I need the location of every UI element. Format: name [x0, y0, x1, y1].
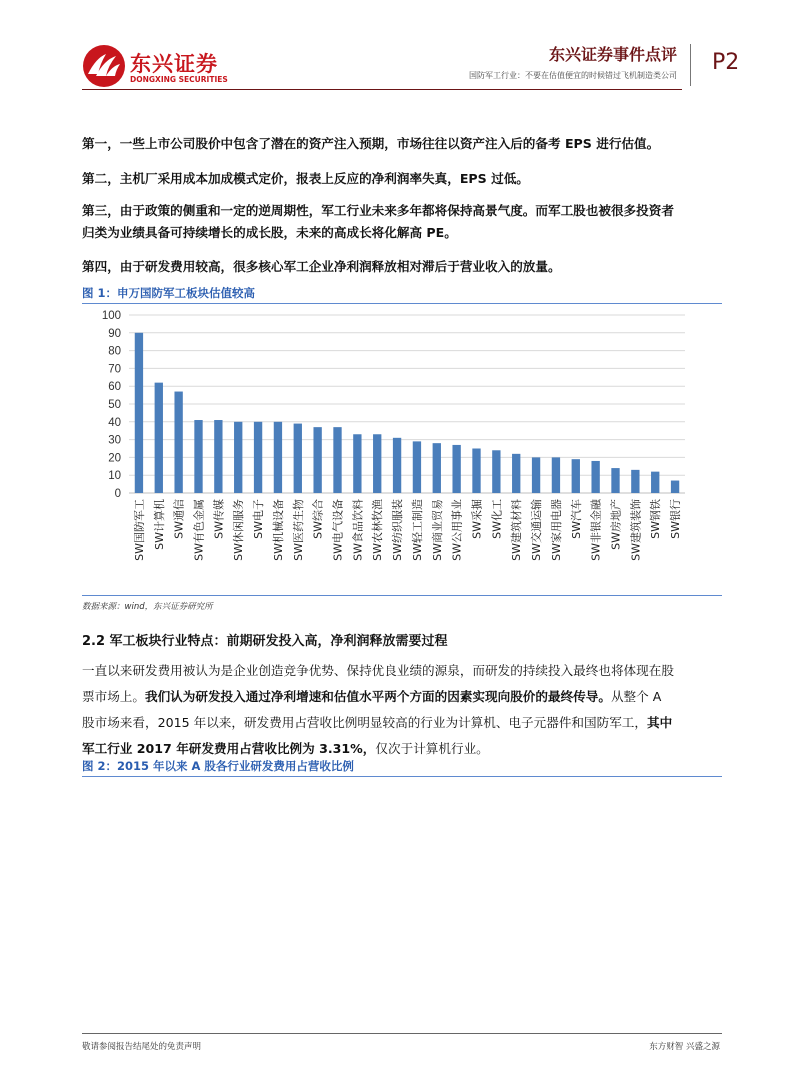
body-line-2-start: 票市场上。	[82, 689, 145, 704]
company-logo	[82, 44, 228, 92]
paragraph-point-1: 第一，一些上市公司股价中包含了潜在的资产注入预期，市场往往以资产注入后的备考 EPS 进行估值。	[82, 136, 660, 151]
figure-2-title: 图 2：2015 年以来 A 股各行业研发费用占营收比例	[82, 759, 354, 773]
report-type-title: 东兴证券事件点评	[548, 45, 677, 64]
y-tick-label: 80	[108, 345, 121, 358]
bar	[413, 441, 421, 493]
bar	[333, 427, 341, 493]
bar	[274, 422, 282, 493]
body-line-4-bold: 军工行业 2017 年研发费用占营收比例为 3.31%，	[82, 741, 376, 756]
bar	[373, 434, 381, 493]
y-tick-label: 90	[108, 327, 121, 340]
x-category-label: SW有色金属	[192, 499, 206, 561]
bar	[671, 481, 679, 493]
x-category-label: SW计算机	[152, 499, 166, 550]
x-category-label: SW银行	[669, 499, 683, 539]
x-category-label: SW电子	[252, 499, 266, 539]
x-category-label: SW钢铁	[649, 499, 663, 539]
x-category-label: SW食品饮料	[351, 499, 365, 561]
bar	[452, 445, 460, 493]
section-body	[82, 658, 722, 762]
body-line-4-end: 仅次于计算机行业。	[375, 741, 489, 756]
body-line-3-bold: 其中	[647, 715, 673, 730]
x-category-label: SW医药生物	[291, 499, 305, 561]
bar	[472, 449, 480, 494]
bar	[234, 422, 242, 493]
header-divider	[690, 44, 691, 86]
bar	[194, 420, 202, 493]
bar	[214, 420, 222, 493]
x-category-label: SW商业贸易	[430, 499, 444, 561]
paragraph-point-2: 第二，主机厂采用成本加成模式定价，报表上反应的净利润率失真，EPS 过低。	[82, 171, 529, 186]
bar	[591, 461, 599, 493]
x-category-label: SW汽车	[569, 499, 583, 539]
y-tick-label: 100	[101, 310, 121, 322]
page-number: P2	[712, 50, 740, 75]
bar	[135, 333, 143, 493]
x-category-label: SW建筑材料	[510, 499, 524, 561]
footer-rule	[82, 1033, 722, 1034]
figure-1-title: 图 1：申万国防军工板块估值较高	[82, 286, 256, 300]
x-category-label: SW采掘	[470, 499, 484, 539]
pe-valuation-bar-chart	[82, 303, 722, 595]
y-tick-label: 60	[108, 381, 121, 394]
bar	[651, 472, 659, 493]
bar	[313, 427, 321, 493]
bar	[155, 383, 163, 493]
y-tick-label: 30	[108, 434, 121, 447]
x-category-label: SW建筑装饰	[629, 499, 643, 561]
x-category-label: SW家用电器	[549, 499, 563, 561]
report-subtitle: 国防军工行业：不要在估值便宜的时候错过飞机制造类公司	[469, 71, 677, 80]
bar	[294, 424, 302, 493]
y-tick-label: 20	[108, 452, 121, 465]
x-category-label: SW通信	[172, 499, 186, 539]
bar	[611, 468, 619, 493]
y-tick-label: 10	[108, 470, 121, 483]
figure-1-bottom-rule	[82, 595, 722, 596]
x-category-label: SW交通运输	[530, 499, 544, 561]
y-tick-label: 70	[108, 363, 121, 376]
x-category-label: SW国防军工	[132, 499, 146, 561]
body-line-3	[82, 710, 722, 736]
x-category-label: SW房地产	[609, 499, 623, 550]
x-category-label: SW休闲服务	[232, 499, 246, 561]
bar	[572, 459, 580, 493]
x-category-label: SW电气设备	[331, 499, 345, 561]
y-tick-label: 50	[108, 399, 121, 411]
body-line-2	[82, 684, 722, 710]
x-category-label: SW传媒	[212, 499, 226, 539]
y-tick-label: 0	[114, 488, 121, 500]
figure-2-top-rule	[82, 776, 722, 777]
x-category-label: SW公用事业	[450, 499, 464, 561]
figure-1-source: 数据来源：wind，东兴证券研究所	[82, 602, 213, 612]
header-rule	[82, 89, 682, 90]
footer-slogan: 东方财智 兴盛之源	[649, 1042, 720, 1052]
x-category-label: SW纺织服装	[391, 499, 405, 561]
logo-text-cn: 东兴证券	[130, 52, 218, 76]
x-category-label: SW综合	[311, 499, 325, 539]
x-category-label: SW轻工制造	[410, 499, 424, 561]
paragraph-point-3-line-1: 第三，由于政策的侧重和一定的逆周期性，军工行业未来多年都将保持高景气度。而军工股也被很多投资者	[82, 203, 674, 218]
bar	[492, 450, 500, 493]
body-line-2-end: 从整个 A	[610, 689, 662, 704]
x-category-label: SW化工	[490, 499, 504, 539]
bar	[552, 457, 560, 493]
y-tick-label: 40	[108, 416, 121, 429]
bar	[174, 392, 182, 493]
body-line-1: 一直以来研发费用被认为是企业创造竞争优势、保持优良业绩的源泉，而研发的持续投入最终也将体现在股	[82, 663, 674, 678]
logo-text-en: DONGXING SECURITIES	[130, 75, 228, 84]
footer-disclaimer: 敬请参阅报告结尾处的免责声明	[82, 1042, 202, 1052]
x-category-label: SW非银金融	[589, 499, 603, 561]
section-heading: 2.2 军工板块行业特点：前期研发投入高，净利润释放需要过程	[82, 634, 448, 649]
bar	[433, 443, 441, 493]
bar	[631, 470, 639, 493]
paragraph-point-3-line-2: 归类为业绩具备可持续增长的成长股，未来的高成长将化解高 PE。	[82, 225, 457, 240]
bar	[532, 457, 540, 493]
x-category-label: SW农林牧渔	[371, 499, 385, 561]
bar	[254, 422, 262, 493]
paragraph-point-4: 第四，由于研发费用较高，很多核心军工企业净利润释放相对滞后于营业收入的放量。	[82, 259, 561, 274]
body-line-3-start: 股市场来看，2015 年以来，研发费用占营收比例明显较高的行业为计算机、电子元器件和国防军工，	[82, 715, 647, 730]
bar	[393, 438, 401, 493]
bar	[353, 434, 361, 493]
body-line-2-bold: 我们认为研发投入通过净利增速和估值水平两个方面的因素实现向股价的最终传导。	[144, 689, 611, 704]
logo-mark-icon	[82, 44, 126, 88]
x-category-label: SW机械设备	[271, 499, 285, 561]
bar	[512, 454, 520, 493]
